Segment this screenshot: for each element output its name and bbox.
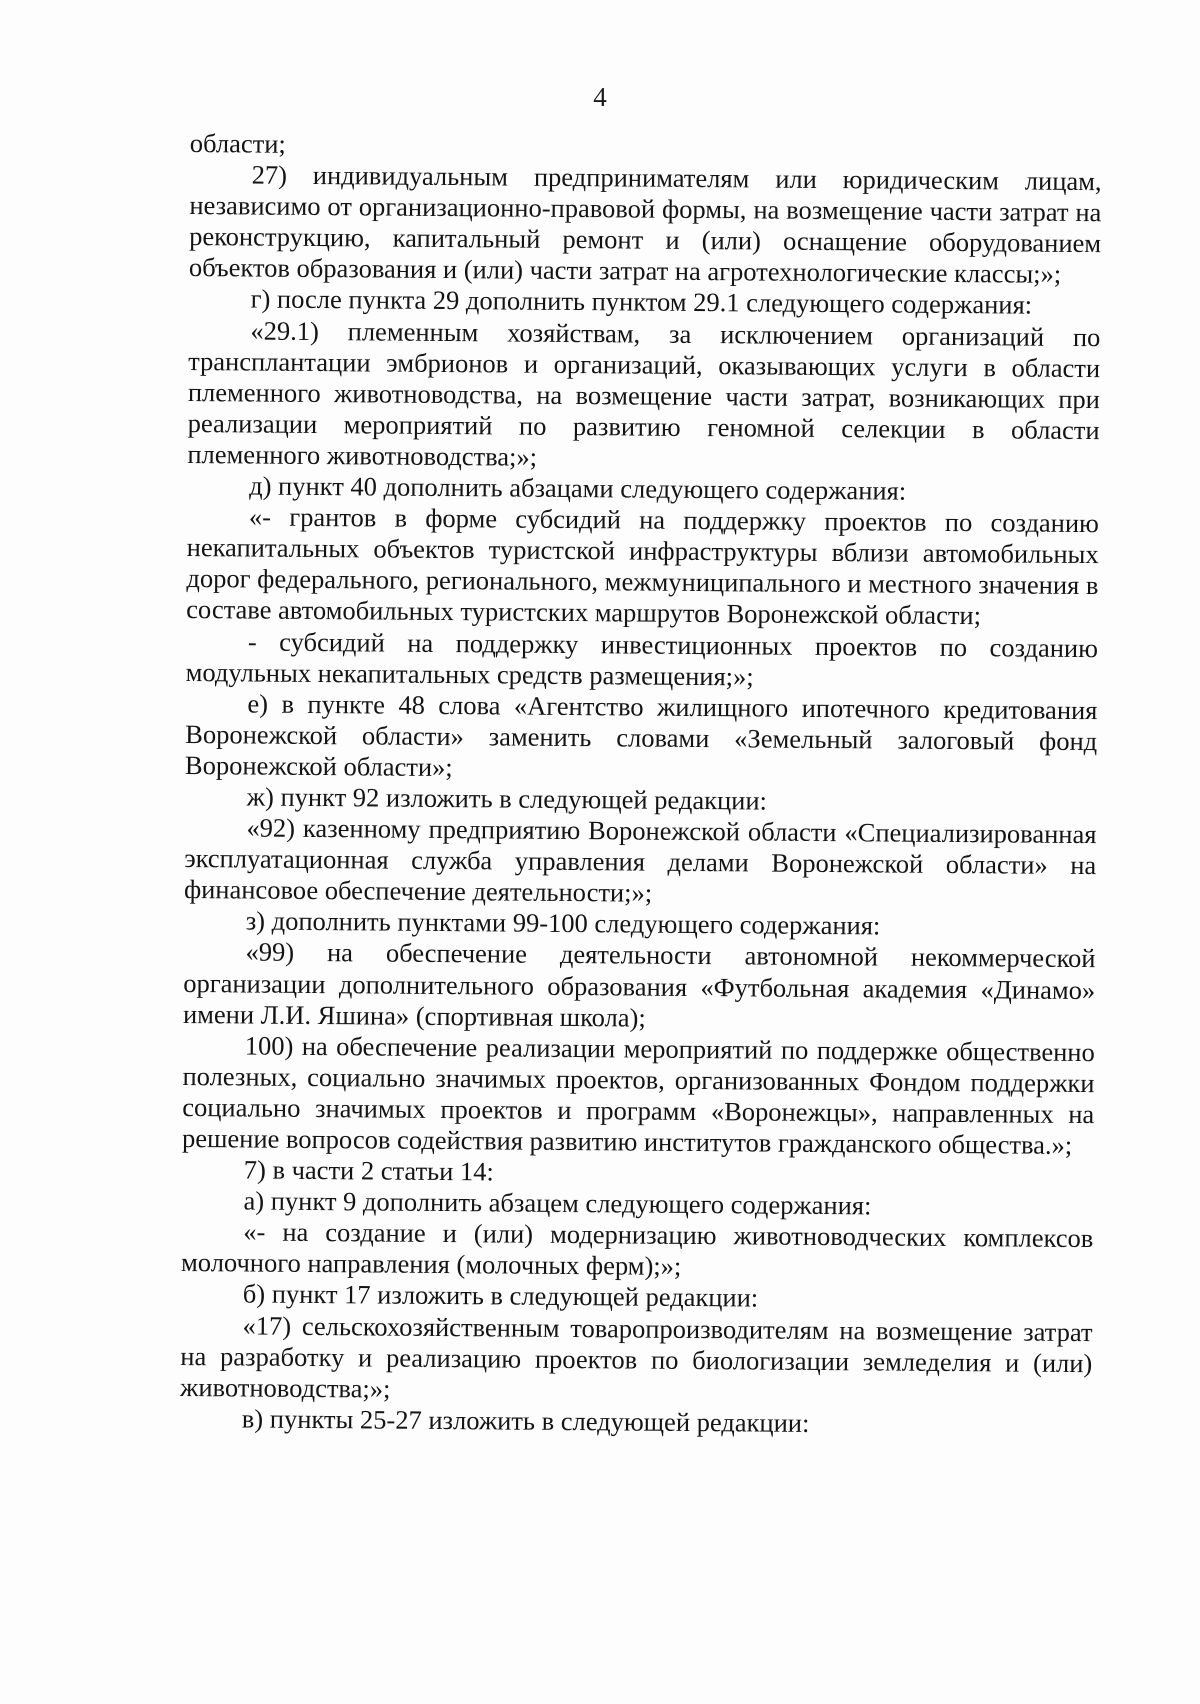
document-body [180,128,1102,1441]
paragraph: «17) сельскохозяйственным товаропроизводителям на возмещение затрат на разработку и реализацию проектов по биологизации земледелия и (или) животноводства;»; [179,1310,1093,1404]
paragraph: «- грантов в форме субсидий на поддержку проектов по созданию некапитальных объектов туристской инфраструктуры вблизи автомобильных дорог федерального, регионального, межмуниципального и местного значения в составе автомобильных туристских маршрутов Воронежской области; [186,501,1100,631]
paragraph: - субсидий на поддержку инвестиционных проектов по созданию модульных некапитальных средств размещения;»; [185,625,1099,692]
paragraph: «29.1) племенным хозяйствам, за исключением организаций по трансплантации эмбрионов и организаций, оказывающих услуги в области племенного животноводства, на возмещение части затрат, возникающих при реализации мероприятий по развитию геномной селекции в области племенного животноводства;»; [187,315,1101,472]
paragraph: области; [189,128,286,159]
paragraph: з) дополнить пунктами 99-100 следующего содержания: [245,905,881,941]
paragraph: д) пункт 40 дополнить абзацами следующего содержания: [249,470,907,506]
paragraph: 100) на обеспечение реализации мероприятий по поддержке общественно полезных, социально значимых проектов, организованных Фондом поддержки социально значимых проектов и программ «Воронежцы», направленных на решение вопросов содействия развитию институтов гражданского общества.»; [181,1030,1095,1160]
paragraph: б) пункт 17 изложить в следующей редакции: [242,1278,759,1313]
page-number: 4 [593,82,607,112]
paragraph: «99) на обеспечение деятельности автономной некоммерческой организации дополнительного образования «Футбольная академия «Динамо» имени Л.И. Яшина» (спортивная школа); [182,936,1096,1033]
paragraph: е) в пункте 48 слова «Агентство жилищного ипотечного кредитования Воронежской области» заменить словами «Земельный залоговый фонд Воронежской области»; [184,688,1098,782]
paragraph: г) после пункта 29 дополнить пунктом 29.1 следующего содержания: [250,283,1033,321]
paragraph: «- на создание и (или) модернизацию животноводческих комплексов молочного направления (молочных ферм);»; [180,1216,1094,1282]
paragraph: «92) казенному предприятию Воронежской области «Специализированная эксплуатационная служба управления делами Воронежской области» на финансовое обеспечение деятельности;»; [183,812,1097,908]
paragraph: 27) индивидуальным предпринимателям или юридическим лицам, независимо от организационно-правовой формы, на возмещение части затрат на реконструкцию, капитальный ремонт и (или) оснащение оборудованием объектов образования и (или) части затрат на агротехнологические классы;»; [188,159,1102,290]
paragraph: в) пункты 25-27 изложить в следующей редакции: [241,1403,810,1438]
paragraph: 7) в части 2 статьи 14: [243,1154,494,1187]
paragraph: а) пункт 9 дополнить абзацем следующего содержания: [243,1185,872,1221]
paragraph: ж) пункт 92 изложить в следующей редакции: [246,781,768,816]
